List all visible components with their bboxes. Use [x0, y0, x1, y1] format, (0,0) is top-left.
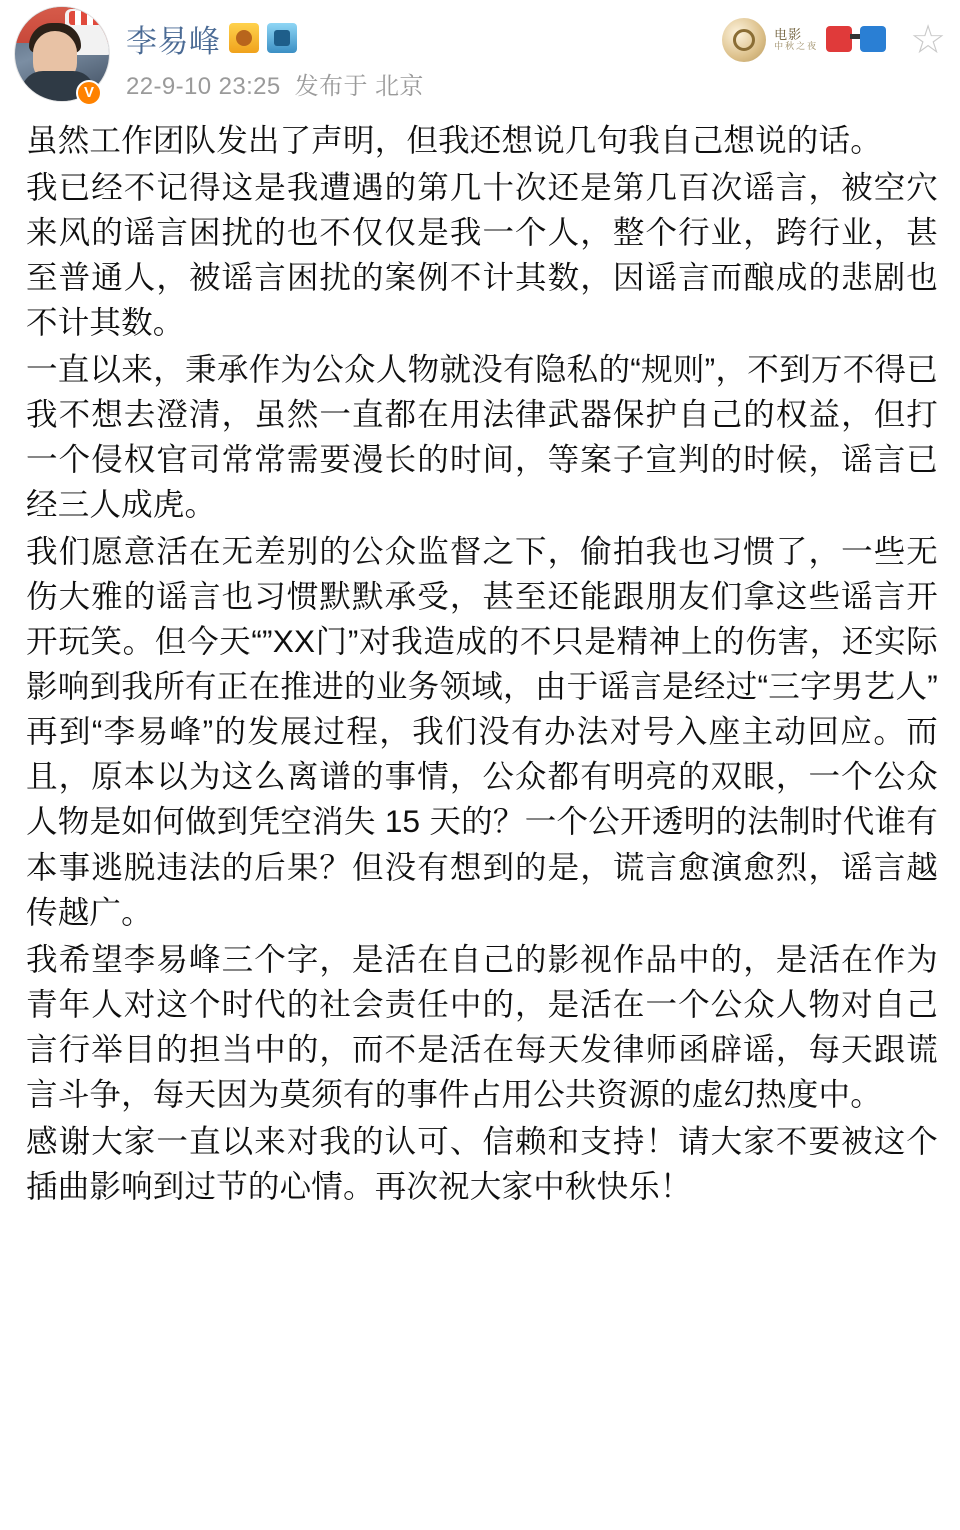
location-prefix: 发布于 — [294, 73, 368, 100]
verified-badge-icon: V — [76, 80, 102, 106]
avatar[interactable] — [14, 6, 110, 102]
post-paragraph: 我已经不记得这是我遭遇的第几十次还是第几百次谣言，被空穴来风的谣言困扰的也不仅仅是我一个人，整个行业，跨行业，甚至普通人，被谣言困扰的案例不计其数，因谣言而酿成的悲剧也不计其数。 — [26, 169, 938, 341]
name-row — [126, 16, 720, 60]
promo-label — [774, 28, 818, 52]
author-name[interactable]: 李易峰 — [126, 23, 221, 59]
header-right-actions — [716, 14, 946, 66]
3d-glasses-icon — [826, 22, 886, 58]
post-header — [0, 0, 960, 118]
post-paragraph: 一直以来，秉承作为公众人物就没有隐私的“规则”，不到万不得已我不想去澄清，虽然一直都在用法律武器保护自己的权益，但打一个侵权官司常常需要漫长的时间，等案子宣判的时候，谣言已经三人成虎。 — [26, 351, 938, 523]
header-text-block — [126, 16, 720, 101]
location-name[interactable]: 北京 — [374, 73, 424, 100]
post-paragraph: 我希望李易峰三个字，是活在自己的影视作品中的，是活在作为青年人对这个时代的社会责任中的，是活在一个公众人物对自己言行举目的担当中的，而不是活在每天发律师函辟谣，每天跟谎言斗争，每天因为莫须有的事件占用公共资源的虚幻热度中。 — [26, 940, 938, 1112]
blue-medal-icon[interactable] — [267, 23, 297, 53]
promo-line2: 中秋之夜 — [774, 41, 819, 52]
glasses-right-lens — [860, 26, 886, 52]
promo-logo-icon — [722, 18, 766, 62]
glasses-left-lens — [826, 26, 852, 52]
post-paragraph: 我们愿意活在无差别的公众监督之下，偷拍我也习惯了，一些无伤大雅的谣言也习惯默默承受，甚至还能跟朋友们拿这些谣言开开玩笑。但今天“”XX门”对我造成的不只是精神上的伤害，还实际影响到我所有正在推进的业务领域，由于谣言是经过“三字男艺人”再到“李易峰”的发展过程，我们没有办法对号入座主动回应。而且，原本以为这么离谱的事情，公众都有明亮的双眼，一个公众人物是如何做到凭空消失 15 天的？一个公开透明的法制时代谁有本事逃脱违法的后果？但没有想到的是，谎言愈演愈烈，谣言越传越广。 — [26, 533, 938, 930]
post-paragraph: 感谢大家一直以来对我的认可、信赖和支持！请大家不要被这个插曲影响到过节的心情。再次祝大家中秋快乐！ — [26, 1122, 938, 1204]
promo-line1: 电影 — [774, 26, 803, 42]
crown-medal-icon[interactable] — [229, 23, 259, 53]
post-meta — [126, 66, 720, 101]
star-outline-icon[interactable]: ☆ — [910, 18, 946, 62]
promo-badge[interactable] — [716, 14, 892, 66]
post-timestamp: 22-9-10 23:25 — [126, 73, 281, 100]
post-content — [0, 118, 960, 1209]
post-location — [295, 66, 424, 101]
post-paragraph: 虽然工作团队发出了声明，但我还想说几句我自己想说的话。 — [26, 122, 882, 158]
